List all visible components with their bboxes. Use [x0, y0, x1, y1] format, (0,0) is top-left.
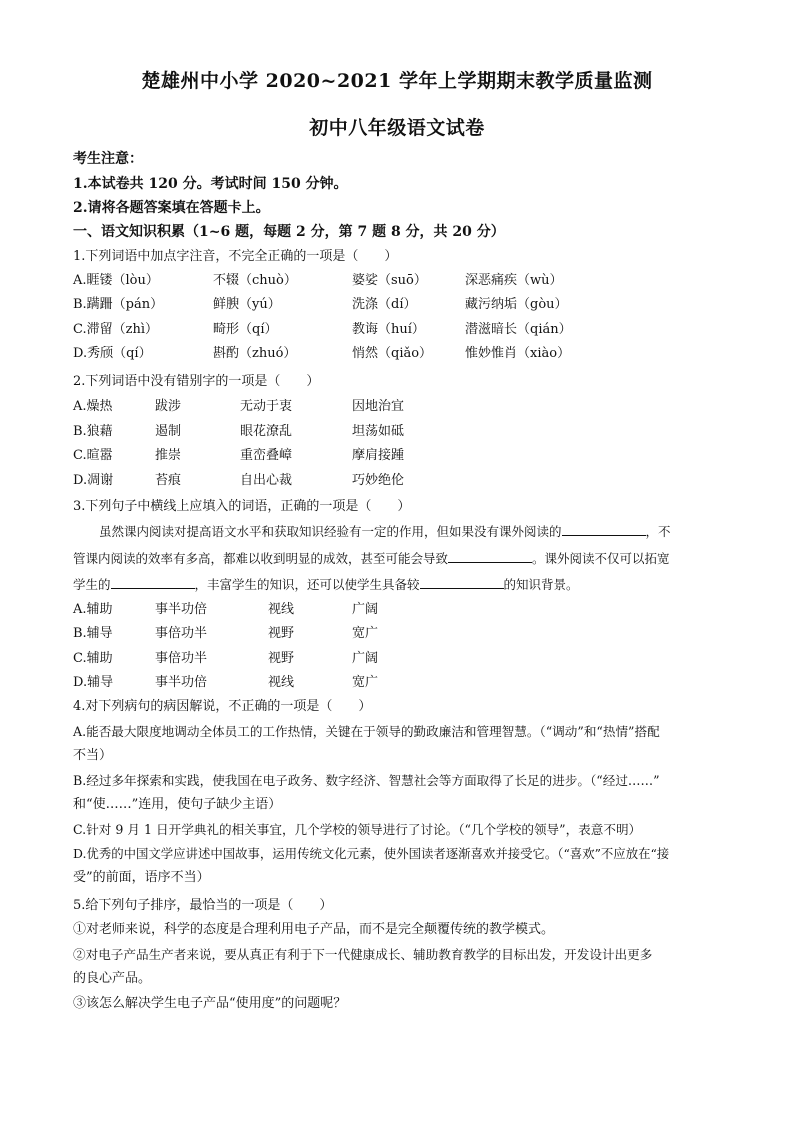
q3-d-2: 事半功倍 — [155, 675, 208, 690]
q1-b-4: 藏污纳垢（gòu） — [465, 297, 568, 312]
q1-c-2: 畸形（qí） — [213, 322, 278, 337]
q1-d-1: D.秀颀（qí） — [73, 346, 152, 361]
q1-c-1: C.滞留（zhì） — [73, 322, 158, 337]
q3-passage-text-2a: 管课内阅读的效率有多高，都难以收到明显的成效，甚至可能会导致 — [73, 551, 449, 566]
notice-item-1: 1.本试卷共 120 分。考试时间 150 分钟。 — [73, 176, 348, 192]
q2-b-1: B.狼藉 — [73, 424, 113, 439]
q5-sentence-2-line-2: 的良心产品。 — [73, 971, 152, 986]
q3-a-2: 事半功倍 — [155, 602, 208, 617]
q3-c-2: 事倍功半 — [155, 651, 208, 666]
q2-d-2: 苔痕 — [155, 473, 182, 488]
q3-c-3: 视野 — [268, 651, 295, 666]
q2-c-2: 推崇 — [155, 448, 182, 463]
q3-a-4: 广阔 — [352, 602, 379, 617]
q2-stem: 2.下列词语中没有错别字的一项是（ ） — [73, 374, 320, 389]
q5-stem: 5.给下列句子排序，最恰当的一项是（ ） — [73, 898, 333, 913]
q2-d-4: 巧妙绝伦 — [352, 473, 405, 488]
q1-b-3: 洗涤（dí） — [352, 297, 417, 312]
q3-blank-1 — [562, 523, 646, 536]
q3-a-1: A.辅助 — [73, 602, 113, 617]
q1-stem: 1.下列词语中加点字注音，不完全正确的一项是（ ） — [73, 249, 398, 264]
q1-a-2: 不辍（chuò） — [213, 273, 297, 288]
q3-stem: 3.下列句子中横线上应填入的词语，正确的一项是（ ） — [73, 499, 411, 514]
q3-passage-line-3 — [73, 576, 723, 594]
q2-a-2: 跋涉 — [155, 399, 182, 414]
q3-passage-text-1b: ，不 — [645, 524, 671, 539]
q1-a-4: 深恶痛疾（wù） — [465, 273, 563, 288]
q2-a-4: 因地治宜 — [352, 399, 405, 414]
q4-option-a-line-1: A.能否最大限度地调动全体员工的工作热情，关键在于领导的勤政廉洁和管理智慧。（“调动”和“热情”搭配 — [73, 724, 660, 739]
q2-b-3: 眼花潦乱 — [240, 424, 293, 439]
q1-c-4: 潜滋暗长（qián） — [465, 322, 572, 337]
q4-stem: 4.对下列病句的病因解说，不正确的一项是（ ） — [73, 699, 372, 714]
q4-option-a-line-2: 不当） — [73, 748, 113, 763]
q5-sentence-1: ①对老师来说，科学的态度是合理利用电子产品，而不是完全颠覆传统的教学模式。 — [73, 922, 555, 937]
q2-a-3: 无动于衷 — [240, 399, 293, 414]
q1-b-1: B.蹒跚（pán） — [73, 297, 164, 312]
q3-a-3: 视线 — [268, 602, 295, 617]
q3-c-1: C.辅助 — [73, 651, 113, 666]
notice-heading: 考生注意： — [73, 151, 143, 167]
q1-d-2: 斟酌（zhuó） — [213, 346, 297, 361]
q3-blank-2 — [448, 550, 532, 563]
notice-item-2: 2.请将各题答案填在答题卡上。 — [73, 200, 270, 216]
q3-b-4: 宽广 — [352, 626, 379, 641]
q1-b-2: 鲜腴（yú） — [213, 297, 281, 312]
q2-d-1: D.凋谢 — [73, 473, 114, 488]
q3-b-3: 视野 — [268, 626, 295, 641]
q2-b-4: 坦荡如砥 — [352, 424, 405, 439]
q3-d-4: 宽广 — [352, 675, 379, 690]
q3-passage-line-2 — [73, 550, 723, 568]
q4-option-d-line-2: 受”的前面，语序不当） — [73, 870, 210, 885]
q1-a-1: A.睚镂（lòu） — [73, 273, 159, 288]
q2-a-1: A.燥热 — [73, 399, 113, 414]
q3-passage-text-3a: 学生的 — [73, 577, 111, 592]
q3-b-1: B.辅导 — [73, 626, 113, 641]
q1-d-4: 惟妙惟肖（xiào） — [465, 346, 571, 361]
q3-c-4: 广阔 — [352, 651, 379, 666]
q2-d-3: 自出心裁 — [240, 473, 293, 488]
q1-d-3: 悄然（qiǎo） — [352, 346, 433, 361]
q3-passage-text-1a: 虽然课内阅读对提高语文水平和获取知识经验有一定的作用，但如果没有课外阅读的 — [99, 524, 562, 539]
q4-option-d-line-1: D.优秀的中国文学应讲述中国故事，运用传统文化元素，使外国读者逐渐喜欢并接受它。（“喜欢”不应放在“接 — [73, 846, 670, 861]
exam-subtitle: 初中八年级语文试卷 — [309, 117, 485, 139]
q4-option-b-line-2: 和“使……”连用，使句子缺少主语） — [73, 797, 282, 812]
q3-passage-text-2b: 。课外阅读不仅可以拓宽 — [532, 551, 670, 566]
section-1-heading: 一、语文知识积累（1~6 题，每题 2 分，第 7 题 8 分，共 20 分） — [73, 224, 505, 240]
q1-a-3: 婆娑（suō） — [352, 273, 427, 288]
q3-passage-line-1 — [73, 523, 723, 541]
exam-title: 楚雄州中小学 2020~2021 学年上学期期末教学质量监测 — [141, 70, 653, 92]
q2-c-3: 重峦叠嶂 — [240, 448, 293, 463]
q3-d-3: 视线 — [268, 675, 295, 690]
q2-b-2: 遏制 — [155, 424, 182, 439]
q1-c-3: 教诲（huí） — [352, 322, 425, 337]
q5-sentence-3: ③该怎么解决学生电子产品“使用度”的问题呢？ — [73, 996, 347, 1011]
q2-c-1: C.暄嚣 — [73, 448, 113, 463]
q3-passage-text-3b: ，丰富学生的知识，还可以使学生具备较 — [194, 577, 420, 592]
q3-passage-text-3c: 的知识背景。 — [503, 577, 579, 592]
q4-option-b-line-1: B.经过多年探索和实践，使我国在电子政务、数字经济、智慧社会等方面取得了长足的进步。（“经过……” — [73, 773, 660, 788]
q3-b-2: 事倍功半 — [155, 626, 208, 641]
q2-c-4: 摩肩接踵 — [352, 448, 405, 463]
q3-blank-4 — [420, 576, 504, 589]
q3-d-1: D.辅导 — [73, 675, 114, 690]
q5-sentence-2-line-1: ②对电子产品生产者来说，要从真正有利于下一代健康成长、辅助教育教学的目标出发，开发设计出更多 — [73, 947, 653, 962]
q3-blank-3 — [111, 576, 195, 589]
q4-option-c: C.针对 9 月 1 日开学典礼的相关事宜，几个学校的领导进行了讨论。（“几个学校的领导”，表意不明） — [73, 822, 642, 837]
